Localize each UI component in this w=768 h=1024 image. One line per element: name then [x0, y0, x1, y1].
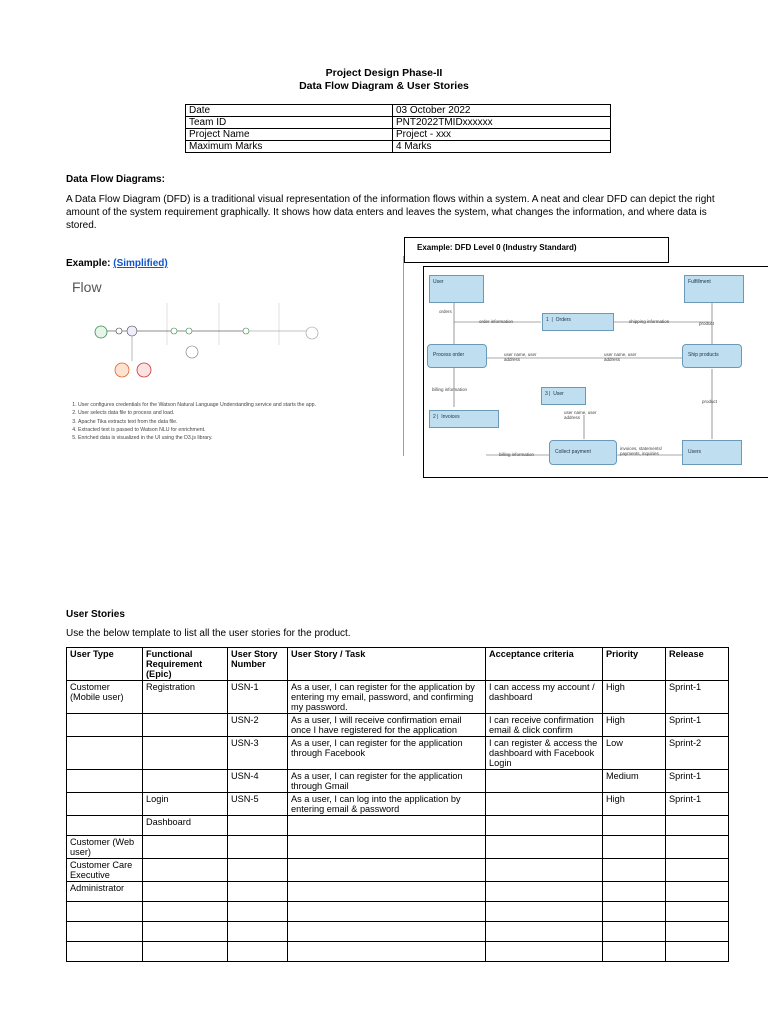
- table-cell: [67, 770, 143, 793]
- table-cell: [228, 836, 288, 859]
- table-cell: [228, 942, 288, 962]
- dfd-heading: Data Flow Diagrams:: [66, 174, 165, 185]
- table-cell: [288, 902, 486, 922]
- table-cell: [603, 922, 666, 942]
- table-cell: High: [603, 681, 666, 714]
- dfd-node-user: User: [429, 275, 484, 303]
- table-cell: [288, 942, 486, 962]
- flow-label: user name, user address: [504, 352, 537, 362]
- table-cell: [143, 737, 228, 770]
- table-cell: [288, 859, 486, 882]
- flow-label: shipping information: [629, 319, 670, 324]
- table-cell: [288, 882, 486, 902]
- table-cell: [486, 942, 603, 962]
- table-row: [67, 770, 729, 793]
- table-cell: USN-4: [228, 770, 288, 793]
- table-cell: Administrator: [67, 882, 143, 902]
- table-row: [67, 902, 729, 922]
- flow-label: product: [702, 399, 718, 404]
- user-stories-table: [66, 647, 729, 962]
- table-cell: Low: [603, 737, 666, 770]
- flow-label: billing information: [499, 452, 535, 457]
- table-cell: [666, 816, 729, 836]
- table-cell: USN-2: [228, 714, 288, 737]
- table-cell: Customer (Mobile user): [67, 681, 143, 714]
- flow-step: 5. Enriched data is visualized in the UI using the D3.js library.: [78, 434, 378, 442]
- table-cell: [666, 836, 729, 859]
- table-cell: USN-3: [228, 737, 288, 770]
- flow-example-image: [64, 273, 394, 463]
- table-cell: [486, 770, 603, 793]
- table-cell: Sprint-1: [666, 714, 729, 737]
- table-row: [67, 714, 729, 737]
- table-cell: [67, 793, 143, 816]
- table-row: [67, 737, 729, 770]
- dfd-node-ship-products: Ship products: [682, 344, 742, 368]
- table-cell: High: [603, 793, 666, 816]
- table-cell: [228, 816, 288, 836]
- column-header: Functional Requirement (Epic): [143, 648, 228, 681]
- table-cell: As a user, I can register for the application by entering my email, password, and confirming my password.: [288, 681, 486, 714]
- table-cell: As a user, I can register for the application through Gmail: [288, 770, 486, 793]
- column-header: User Type: [67, 648, 143, 681]
- flow-step: 1. User configures credentials for the Watson Natural Language Understanding service and starts the app.: [78, 401, 378, 409]
- dfd-level0-diagram: [423, 266, 768, 478]
- divider: [403, 256, 404, 456]
- table-header-row: [67, 648, 729, 681]
- table-cell: [486, 836, 603, 859]
- flow-label: orders: [439, 309, 452, 314]
- user-stories-intro: Use the below template to list all the user stories for the product.: [66, 628, 351, 639]
- table-row: [67, 942, 729, 962]
- table-cell: Sprint-1: [666, 770, 729, 793]
- table-cell: Sprint-1: [666, 681, 729, 714]
- table-cell: [67, 816, 143, 836]
- table-cell: As a user, I can register for the application through Facebook: [288, 737, 486, 770]
- table-cell: [666, 922, 729, 942]
- table-cell: I can access my account / dashboard: [486, 681, 603, 714]
- table-cell: As a user, I can log into the application by entering email & password: [288, 793, 486, 816]
- column-header: User Story Number: [228, 648, 288, 681]
- info-label: Date: [186, 105, 393, 117]
- flow-title: Flow: [72, 279, 102, 295]
- table-cell: [228, 882, 288, 902]
- table-row: [67, 882, 729, 902]
- table-cell: [603, 882, 666, 902]
- table-cell: [143, 859, 228, 882]
- table-cell: [288, 922, 486, 942]
- page-subtitle: Data Flow Diagram & User Stories: [299, 80, 469, 92]
- store-number: 2: [433, 414, 436, 420]
- dfd-node-users: Users: [682, 440, 742, 465]
- table-row: [67, 859, 729, 882]
- table-row: [67, 681, 729, 714]
- table-cell: Dashboard: [143, 816, 228, 836]
- table-cell: As a user, I will receive confirmation email once I have registered for the application: [288, 714, 486, 737]
- table-row: [67, 836, 729, 859]
- table-cell: [666, 882, 729, 902]
- table-cell: [143, 714, 228, 737]
- info-value: Project - xxx: [393, 129, 611, 141]
- table-cell: [143, 922, 228, 942]
- table-cell: [603, 902, 666, 922]
- store-number: 1: [546, 317, 549, 323]
- info-value: 03 October 2022: [393, 105, 611, 117]
- table-cell: High: [603, 714, 666, 737]
- table-cell: [666, 942, 729, 962]
- dfd-store-orders: 1 | Orders: [542, 313, 614, 331]
- table-cell: Sprint-1: [666, 793, 729, 816]
- table-cell: Customer (Web user): [67, 836, 143, 859]
- project-info-table: [185, 104, 611, 153]
- table-cell: I can receive confirmation email & click confirm: [486, 714, 603, 737]
- dfd-store-user: 3 | User: [541, 387, 586, 405]
- table-cell: [67, 922, 143, 942]
- table-cell: [666, 859, 729, 882]
- table-cell: [603, 942, 666, 962]
- info-value: PNT2022TMIDxxxxxx: [393, 117, 611, 129]
- table-cell: [603, 816, 666, 836]
- column-header: Release: [666, 648, 729, 681]
- column-header: User Story / Task: [288, 648, 486, 681]
- table-cell: [143, 942, 228, 962]
- table-cell: [486, 882, 603, 902]
- table-cell: [486, 859, 603, 882]
- table-cell: [143, 836, 228, 859]
- table-cell: [67, 737, 143, 770]
- store-label: Orders: [555, 317, 571, 323]
- dfd-example-header: Example: DFD Level 0 (Industry Standard): [404, 237, 669, 263]
- table-row: [186, 117, 611, 129]
- flow-label: product: [699, 321, 715, 326]
- example-label: Example:: [66, 258, 111, 269]
- flow-step: 4. Extracted text is passed to Watson NLU for enrichment.: [78, 426, 378, 434]
- table-cell: [228, 902, 288, 922]
- dfd-store-invoices: 2 | Invoices: [429, 410, 499, 428]
- table-cell: [228, 922, 288, 942]
- dfd-paragraph: A Data Flow Diagram (DFD) is a traditional visual representation of the information flows within a system. A neat and clear DFD can depict the right amount of the system requirement graphically. It shows how data enters and leaves the system, what changes the information, and where data is stored.: [66, 194, 715, 231]
- flow-diagram-graphic: [64, 273, 394, 398]
- table-cell: [143, 882, 228, 902]
- dfd-node-collect-payment: Collect payment: [549, 440, 617, 465]
- table-cell: [666, 902, 729, 922]
- table-row: [186, 105, 611, 117]
- table-cell: USN-5: [228, 793, 288, 816]
- table-cell: USN-1: [228, 681, 288, 714]
- store-label: Invoices: [441, 414, 460, 420]
- column-header: Priority: [603, 648, 666, 681]
- table-cell: [67, 902, 143, 922]
- dfd-node-fulfillment: Fulfillment: [684, 275, 744, 303]
- info-value: 4 Marks: [393, 141, 611, 153]
- info-label: Maximum Marks: [186, 141, 393, 153]
- flow-label: order information: [479, 319, 514, 324]
- store-number: 3: [545, 391, 548, 397]
- dfd-node-process-order: Process order: [427, 344, 487, 368]
- table-cell: [603, 859, 666, 882]
- user-stories-heading: User Stories: [66, 609, 125, 620]
- table-cell: [143, 902, 228, 922]
- page-title: Project Design Phase-II: [325, 67, 443, 79]
- example-line: [66, 258, 168, 269]
- user-stories-body: [67, 681, 729, 962]
- flow-step: 3. Apache Tika extracts text from the data file.: [78, 418, 378, 426]
- flow-steps-list: [64, 401, 378, 442]
- table-cell: Sprint-2: [666, 737, 729, 770]
- table-row: [67, 793, 729, 816]
- flow-label: invoices, statements/ payments, inquiries: [620, 446, 663, 456]
- table-cell: [67, 714, 143, 737]
- table-cell: [603, 836, 666, 859]
- store-label: User: [553, 391, 564, 397]
- table-cell: [288, 836, 486, 859]
- info-label: Team ID: [186, 117, 393, 129]
- column-header: Acceptance criteria: [486, 648, 603, 681]
- table-cell: [486, 816, 603, 836]
- table-cell: [486, 793, 603, 816]
- table-cell: [67, 942, 143, 962]
- info-label: Project Name: [186, 129, 393, 141]
- table-cell: [143, 770, 228, 793]
- table-row: [186, 141, 611, 153]
- table-cell: Medium: [603, 770, 666, 793]
- table-row: [67, 816, 729, 836]
- table-cell: I can register & access the dashboard with Facebook Login: [486, 737, 603, 770]
- table-cell: [486, 922, 603, 942]
- table-cell: Registration: [143, 681, 228, 714]
- simplified-link[interactable]: (Simplified): [113, 258, 168, 269]
- flow-step: 2. User selects data file to process and load.: [78, 409, 378, 417]
- table-row: [67, 922, 729, 942]
- table-cell: Customer Care Executive: [67, 859, 143, 882]
- flow-label: user name, user address: [564, 410, 597, 420]
- flow-label: billing information: [432, 387, 468, 392]
- table-cell: [288, 816, 486, 836]
- table-row: [186, 129, 611, 141]
- flow-label: user name, user address: [604, 352, 637, 362]
- table-cell: [228, 859, 288, 882]
- table-cell: [486, 902, 603, 922]
- table-cell: Login: [143, 793, 228, 816]
